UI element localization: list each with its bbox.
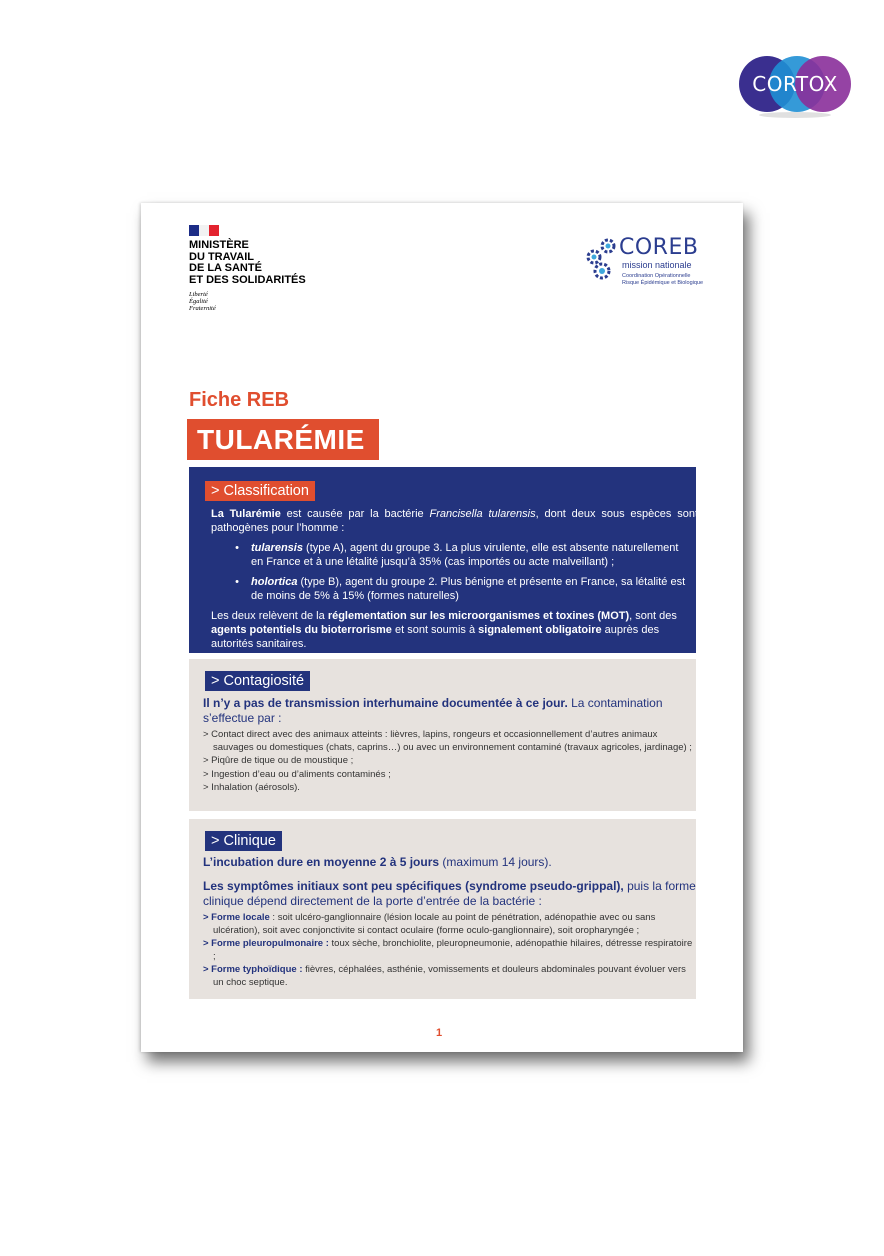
form-label: > Forme locale (203, 912, 270, 923)
footer-text: auprès des autorités sanitaires. (211, 624, 660, 650)
contagiosite-heading: > Contagiosité (205, 671, 310, 691)
footer-text: et sont soumis à (391, 624, 479, 636)
subspecies-name: holortica (251, 576, 298, 588)
classification-heading: > Classification (205, 481, 315, 501)
motto-line: Fraternité (189, 305, 216, 312)
footer-bold: réglementation sur les microorganismes et toxines (MOT) (327, 610, 630, 622)
symptoms-text (203, 879, 696, 909)
symptoms-rest: puis la forme clinique dépend directement de la porte d’entrée de la bactérie : (203, 879, 696, 908)
motto-line: Liberté (189, 291, 208, 298)
french-flag-icon (189, 225, 219, 236)
contagiosite-section (189, 659, 696, 811)
bullet-text (251, 575, 691, 603)
lead-bold: Il n’y a pas de transmission interhumaine documentée à ce jour. (203, 696, 568, 710)
classification-section (189, 467, 696, 653)
intro-italic: Francisella tularensis (429, 508, 536, 520)
list-item (211, 575, 696, 603)
form-text: toux sèche, bronchiolite, pleuropneumonie, adénopathie hilaires, détresse respiratoire ; (213, 938, 693, 962)
intro-bold: La Tularémie (211, 508, 281, 520)
subspecies-text: (type A), agent du groupe 3. La plus virulente, elle est absente naturellement en France et à une létalité jusqu’à 35% (cas importés ou acte malveillant) ; (251, 542, 679, 568)
motto-line: Égalité (189, 298, 208, 305)
fiche-label: Fiche REB (189, 389, 290, 411)
gears-icon (584, 235, 624, 285)
coreb-subtitle: mission nationale (622, 260, 692, 270)
form-text: fièvres, céphalées, asthénie, vomissements et douleurs abdominales pouvant évoluer vers un choc septique. (213, 964, 686, 988)
form-label: > Forme pleuropulmonaire : (203, 938, 329, 949)
symptoms-bold: Les symptômes initiaux sont peu spécifiques (syndrome pseudo-grippal), (203, 879, 624, 893)
incubation-text (203, 855, 696, 870)
footer-bold: signalement obligatoire (478, 624, 602, 636)
clinical-forms-list (203, 912, 696, 989)
document-title: TULARÉMIE (187, 419, 379, 460)
intro-text: , dont deux sous espèces sont pathogènes pour l’homme : (211, 508, 698, 534)
ministry-name (189, 240, 349, 286)
form-label: > Forme typhoïdique : (203, 964, 303, 975)
clinique-section (189, 819, 696, 999)
cortox-logo-text: CORTOX (752, 72, 838, 96)
classification-footer (211, 609, 691, 651)
ministry-line: ET DES SOLIDARITÉS (189, 273, 306, 286)
bullet-icon: • (235, 576, 239, 588)
list-item (203, 938, 696, 963)
footer-text: Les deux relèvent de la (211, 610, 328, 622)
classification-intro (211, 507, 698, 535)
ministry-line: DE LA SANTÉ (189, 262, 262, 274)
list-item: > Ingestion d’eau ou d’aliments contaminés ; (203, 768, 391, 780)
list-item: > Contact direct avec des animaux atteints : lièvres, lapins, rongeurs et occasionnellement d’autres animaux sauvages ou domestiques (chats, caprins…) ou avec un environnement contaminé (travaux agricoles, jardinage) ; (203, 729, 692, 753)
coreb-tagline-line: Risque Épidémique et Biologique (622, 279, 704, 286)
subspecies-name: tularensis (251, 542, 303, 554)
page-number: 1 (436, 1027, 443, 1039)
incubation-rest: (maximum 14 jours). (439, 855, 552, 869)
lead-text: La contamination s’effectue par : (203, 696, 663, 725)
incubation-bold: L’incubation dure en moyenne 2 à 5 jours (203, 855, 440, 869)
logo-shadow (759, 112, 831, 118)
ministry-line: DU TRAVAIL (189, 250, 254, 263)
ministry-motto (189, 291, 249, 312)
coreb-tagline (622, 273, 742, 286)
bullet-icon: • (235, 542, 239, 554)
clinique-heading: > Clinique (205, 831, 282, 851)
footer-bold: agents potentiels du bioterrorisme (211, 624, 392, 636)
form-text: : soit ulcéro-ganglionnaire (lésion locale au point de pénétration, adénopathie avec ou sans ulcération), soit avec conjonctivite si contact oculaire (forme oculo-ganglionnaire), soit oropharyngée ; (213, 912, 656, 936)
footer-text: , sont des (629, 610, 677, 622)
list-item (203, 912, 696, 937)
coreb-tagline-line: Coordination Opérationnelle (622, 273, 691, 279)
list-item: > Inhalation (aérosols). (203, 782, 300, 793)
cortox-logo (739, 54, 851, 114)
list-item: > Piqûre de tique ou de moustique ; (203, 755, 354, 766)
list-item (211, 541, 696, 569)
list-item (203, 964, 696, 989)
ministry-line: MINISTÈRE (189, 239, 249, 251)
document-page (141, 203, 743, 1052)
transmission-list (203, 729, 696, 795)
bullet-text (251, 541, 691, 569)
subspecies-text: (type B), agent du groupe 2. Plus bénigne et présente en France, sa létalité est de moins de 5% à 15% (formes naturelles) (251, 576, 686, 602)
contagiosite-lead (203, 696, 696, 726)
intro-text: est causée par la bactérie (280, 508, 430, 520)
coreb-name: COREB (619, 235, 699, 260)
